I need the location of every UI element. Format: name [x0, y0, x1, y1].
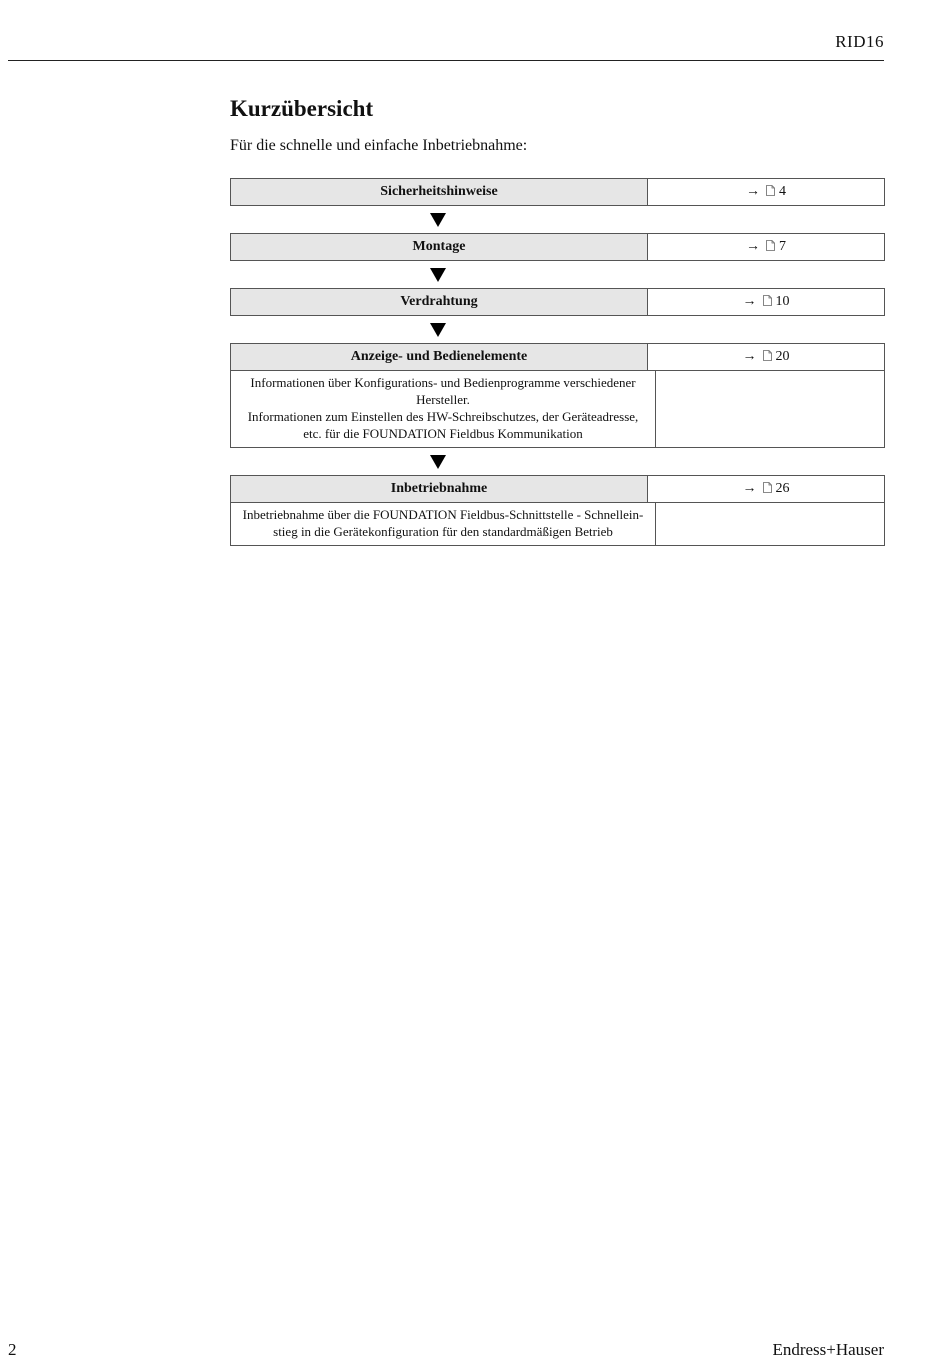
down-triangle-icon	[430, 268, 446, 282]
right-arrow-icon: →	[746, 239, 760, 254]
step-label: Anzeige- und Bedienelemente	[231, 344, 648, 370]
page-icon	[766, 240, 775, 251]
empty-reference-cell	[656, 503, 884, 545]
page-number: 7	[779, 239, 786, 254]
page-number-footer: 2	[8, 1340, 17, 1359]
page-icon	[763, 482, 772, 493]
down-triangle-icon	[430, 455, 446, 469]
page-icon	[763, 350, 772, 361]
page-reference-link[interactable]	[648, 476, 884, 502]
intro-text: Für die schnelle und einfache Inbetriebnahme:	[230, 137, 528, 154]
step-label: Inbetriebnahme	[231, 476, 648, 502]
step-box-anzeige-bedienelemente	[230, 343, 885, 448]
document-code: RID16	[835, 32, 884, 51]
description-line: Informationen zum Einstellen des HW-Schreibschutzes, der Geräteadresse,	[247, 409, 639, 424]
description-line: Inbetriebnahme über die FOUNDATION Fieldbus-Schnittstelle - Schnellein-	[242, 507, 644, 522]
description-line: Informationen über Konfigurations- und Bedienprogramme verschiedener	[250, 375, 636, 390]
step-box-sicherheitshinweise	[230, 178, 885, 206]
step-description	[231, 371, 656, 447]
page-icon	[763, 295, 772, 306]
down-triangle-icon	[430, 323, 446, 337]
step-label: Verdrahtung	[231, 289, 648, 315]
page-number: 4	[779, 184, 786, 199]
page-reference-link[interactable]	[648, 179, 884, 205]
page-reference-link[interactable]	[648, 344, 884, 370]
page-number: 10	[775, 294, 790, 309]
page-reference-link[interactable]	[648, 234, 884, 260]
page-number: 26	[775, 481, 790, 496]
page-title: Kurzübersicht	[230, 96, 374, 121]
step-label: Sicherheitshinweise	[231, 179, 648, 205]
brand-name: Endress+Hauser	[772, 1340, 884, 1359]
down-triangle-icon	[430, 213, 446, 227]
description-line: Hersteller.	[416, 392, 470, 407]
empty-reference-cell	[656, 371, 884, 447]
step-label: Montage	[231, 234, 648, 260]
right-arrow-icon: →	[742, 294, 757, 309]
description-line: stieg in die Gerätekonfiguration für den standardmäßigen Betrieb	[273, 524, 613, 539]
page-number: 20	[775, 349, 790, 364]
right-arrow-icon: →	[742, 349, 757, 364]
quick-overview-flowchart	[230, 178, 885, 546]
right-arrow-icon: →	[742, 481, 757, 496]
header-divider	[8, 60, 884, 61]
right-arrow-icon: →	[746, 184, 760, 199]
page-icon	[766, 185, 775, 196]
step-box-montage	[230, 233, 885, 261]
description-line: etc. für die FOUNDATION Fieldbus Kommunikation	[303, 426, 583, 441]
step-box-verdrahtung	[230, 288, 885, 316]
step-box-inbetriebnahme	[230, 475, 885, 546]
page-reference-link[interactable]	[648, 289, 884, 315]
step-description	[231, 503, 656, 545]
